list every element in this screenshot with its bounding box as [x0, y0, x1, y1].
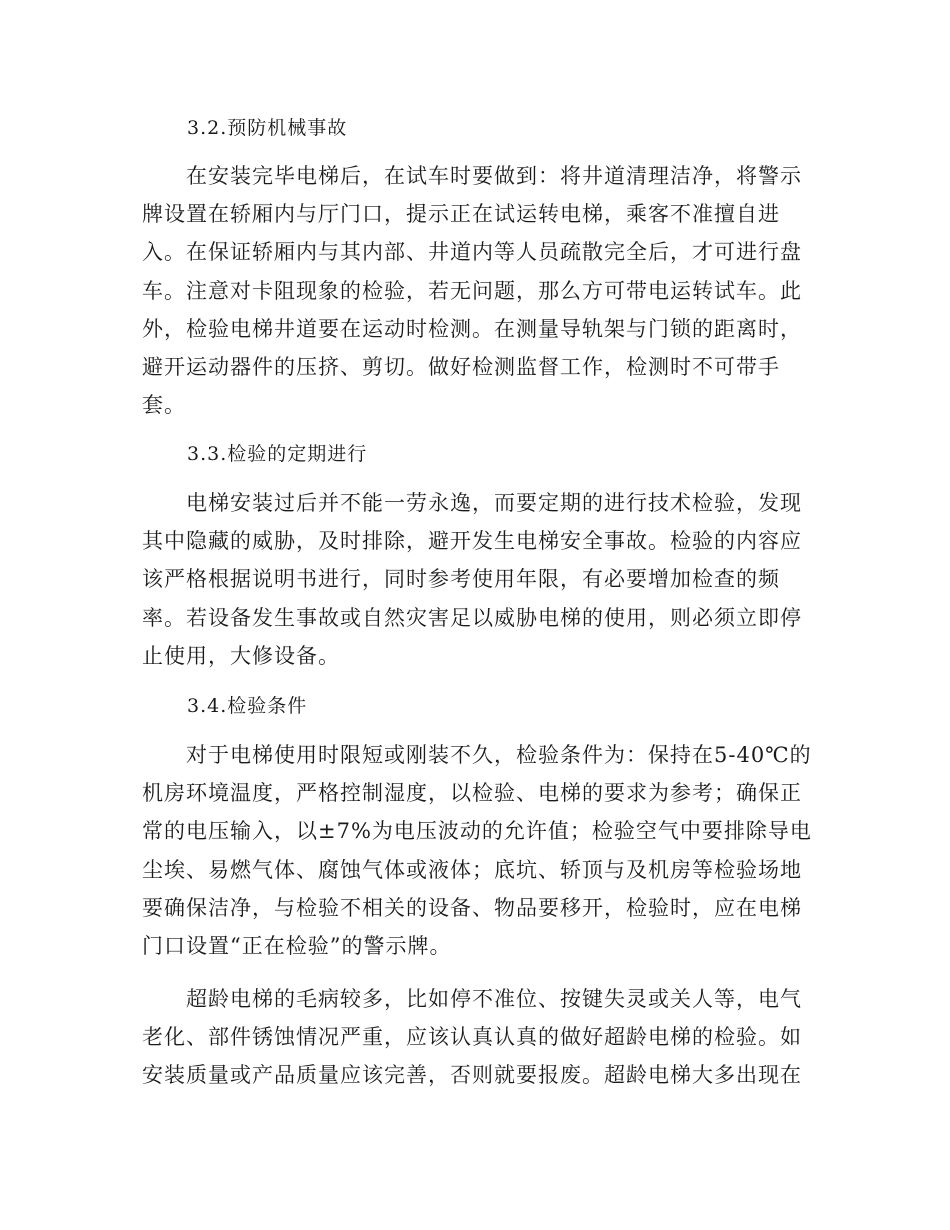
paragraph-line: 对于电梯使用时限短或刚装不久，检验条件为：保持在5-40℃的 — [186, 743, 812, 767]
paragraph-line: 机房环境温度，严格控制湿度，以检验、电梯的要求为参考；确保正 — [142, 781, 802, 806]
paragraph-line: 入。在保证轿厢内与其内部、井道内等人员疏散完全后，才可进行盘 — [142, 240, 802, 265]
paragraph-line: 其中隐藏的威胁，及时排除，避开发生电梯安全事故。检验的内容应 — [142, 529, 802, 554]
paragraph-line: 超龄电梯的毛病较多，比如停不准位、按键失灵或关人等，电气 — [186, 987, 802, 1011]
paragraph-line: 在安装完毕电梯后，在试车时要做到：将井道清理洁净，将警示 — [186, 164, 802, 188]
section-heading-3-2: 3.2.预防机械事故 — [187, 117, 348, 139]
paragraph-line: 常的电压输入，以±7%为电压波动的允许值；检验空气中要排除导电 — [142, 819, 812, 844]
paragraph-line: 要确保洁净，与检验不相关的设备、物品要移开，检验时，应在电梯 — [142, 895, 802, 920]
paragraph-line: 车。注意对卡阻现象的检验，若无问题，那么方可带电运转试车。此 — [142, 278, 802, 303]
paragraph-line: 门口设置“正在检验”的警示牌。 — [142, 933, 452, 958]
paragraph-line: 电梯安装过后并不能一劳永逸，而要定期的进行技术检验，发现 — [186, 491, 802, 515]
paragraph-line: 外，检验电梯井道要在运动时检测。在测量导轨架与门锁的距离时， — [142, 316, 802, 341]
paragraph-closing — [142, 980, 802, 1095]
paragraph-line: 套。 — [142, 393, 186, 418]
paragraph-3-4 — [142, 736, 812, 965]
paragraph-3-3 — [142, 484, 802, 675]
paragraph-line: 避开运动器件的压挤、剪切。做好检测监督工作，检测时不可带手 — [142, 354, 780, 379]
paragraph-3-2 — [142, 157, 802, 424]
paragraph-line: 率。若设备发生事故或自然灾害足以威胁电梯的使用，则必须立即停 — [142, 605, 802, 630]
paragraph-line: 牌设置在轿厢内与厅门口，提示正在试运转电梯，乘客不准擅自进 — [142, 202, 780, 227]
section-heading-3-3: 3.3.检验的定期进行 — [187, 443, 368, 465]
section-heading-3-4: 3.4.检验条件 — [187, 695, 308, 717]
paragraph-line: 安装质量或产品质量应该完善，否则就要报废。超龄电梯大多出现在 — [142, 1063, 802, 1088]
paragraph-line: 该严格根据说明书进行，同时参考使用年限，有必要增加检查的频 — [142, 567, 780, 592]
paragraph-line: 尘埃、易燃气体、腐蚀气体或液体；底坑、轿顶与及机房等检验场地 — [142, 857, 802, 882]
paragraph-line: 老化、部件锈蚀情况严重，应该认真认真的做好超龄电梯的检验。如 — [142, 1025, 802, 1050]
paragraph-line: 止使用，大修设备。 — [142, 643, 340, 668]
